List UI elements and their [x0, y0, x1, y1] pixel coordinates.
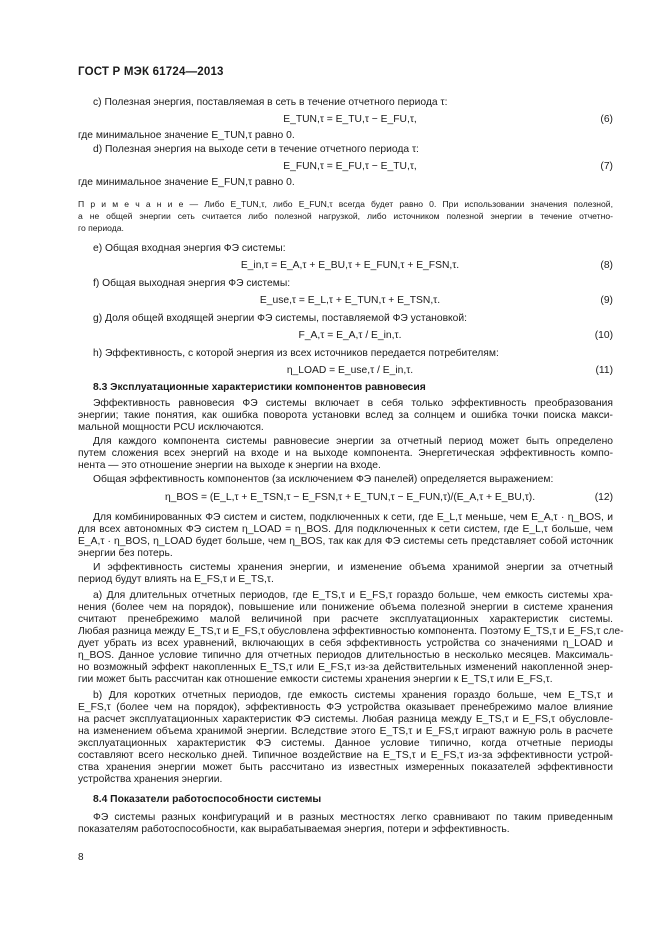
paragraph-line: нента — это отношение энергии на выходе к энергии на входе. [78, 460, 381, 471]
eq-number-7: (7) [600, 161, 613, 172]
formula-8: E_in,τ = E_A,τ + E_BU,τ + E_FUN,τ + E_FSN,τ. [240, 260, 460, 271]
paragraph-line: ФЭ системы разных конфигураций и в разных местностях легко сравнивают по таким приведенным [93, 812, 613, 823]
paragraph-line: нения (более чем на порядок), повышение или понижение объема полезной энергии в системе хранения [78, 602, 613, 613]
item-g: g) Доля общей входящей энергии ФЭ системы, поставляемой ФЭ установкой: [93, 313, 468, 324]
paragraph-line: ства хранения энергии может быть рассчитано из известных измеренных показателей эффективности [78, 762, 613, 773]
paragraph-line: на расчет эксплуатационных характеристик ФЭ системы. Любая разница между E_TS,τ и E_FS,τ обусловле- [78, 714, 613, 725]
paragraph-line: энергии; такие понятия, как ошибка поворота установки вслед за солнцем и ошибка точки поиска макси- [78, 410, 613, 421]
formula-12: η_BOS = (E_L,τ + E_TSN,τ − E_FSN,τ + E_TUN,τ − E_FUN,τ)/(E_A,τ + E_BU,τ). [164, 492, 536, 503]
page-number: 8 [78, 852, 84, 863]
item-d: d) Полезная энергия на выходе сети в течение отчетного периода τ: [93, 144, 419, 155]
paragraph-line: И эффективность системы хранения энергии, и изменение объема хранимой энергии за отчетный [93, 562, 613, 573]
item-c: c) Полезная энергия, поставляемая в сеть в течение отчетного периода τ: [93, 97, 448, 108]
note-line: а не общей энергии сеть считается либо полезной нагрузкой, либо источником полезной энергии в течение отчетно- [78, 211, 613, 221]
text-line: где минимальное значение E_FUN,τ равно 0. [78, 177, 295, 188]
eq-number-8: (8) [600, 260, 613, 271]
document-header: ГОСТ Р МЭК 61724—2013 [78, 66, 224, 78]
eq-number-12: (12) [594, 492, 613, 503]
formula-10: F_A,τ = E_A,τ / E_in,τ. [298, 330, 402, 341]
text-line: где минимальное значение E_TUN,τ равно 0. [78, 130, 295, 141]
paragraph-line: Для комбинированных ФЭ систем и систем, подключенных к сети, где E_L,τ меньше, чем E_A,τ · η_BOS, и [93, 512, 613, 523]
eq-number-11: (11) [595, 365, 613, 376]
paragraph-line: на изменением объема хранимой энергии. Вследствие этого E_TS,τ и E_FS,τ играют важную роль в расчете [78, 726, 613, 737]
item-f: f) Общая выходная энергия ФЭ системы: [93, 278, 291, 289]
formula-7: E_FUN,τ = E_FU,τ − E_TU,τ, [283, 161, 417, 172]
paragraph-line: гии может быть рассчитан как отношение емкости системы хранения энергии к E_TS,τ или E_FS,τ. [78, 674, 553, 685]
paragraph-line: a) Для длительных отчетных периодов, где E_TS,τ и E_FS,τ гораздо больше, чем емкость системы хра- [93, 590, 613, 601]
paragraph-line: показателям работоспособности, как вырабатываемая энергия, потери и эффективность. [78, 824, 510, 835]
note-line: П р и м е ч а н и е — Либо E_TUN,τ, либо E_FUN,τ всегда будет равно 0. При использовании значения полезной, [78, 199, 613, 209]
paragraph-line: E_A,τ · η_BOS, η_LOAD будет больше, чем η_BOS, так как для ФЭ системы сеть представляет собой источник [78, 536, 613, 547]
paragraph-line: Для каждого компонента системы равновесие энергии за отчетный период может быть определено [93, 436, 613, 447]
eq-number-9: (9) [600, 295, 613, 306]
paragraph-line: η_BOS. Данное условие типично для отчетных периодов длительностью в несколько месяцев. Максималь- [78, 650, 613, 661]
paragraph-line: но возможный эффект накопленных E_TS,τ или E_FS,τ из-за действительных изменений накопленной энер- [78, 662, 613, 673]
paragraph-line: Эффективность равновесия ФЭ системы включает в себя только эффективность преобразования [93, 398, 613, 409]
paragraph-line: период будут влиять на E_FS,τ и E_TS,τ. [78, 574, 274, 585]
paragraph-line: E_FS,τ (более чем на порядок), эффективность ФЭ устройства оказывает пренебрежимо малое влияние [78, 702, 613, 713]
paragraph-line: b) Для коротких отчетных периодов, где емкость системы хранения гораздо больше, чем E_TS,τ и [93, 690, 613, 701]
paragraph-line: путем сложения всех энергий на входе и на выходе компонента. Энергетическая эффективность компо- [78, 448, 613, 459]
paragraph-line: Общая эффективность компонентов (за исключением ФЭ панелей) определяется выражением: [93, 474, 554, 485]
section-heading-8-4: 8.4 Показатели работоспособности системы [93, 794, 322, 805]
item-e: e) Общая входная энергия ФЭ системы: [93, 243, 286, 254]
paragraph-line: дует убрать из всех уравнений, включающих в себя эффективность устройства со значениями η_LOAD и [78, 638, 613, 649]
formula-11: η_LOAD = E_use,τ / E_in,τ. [286, 365, 414, 376]
paragraph-line: мальной мощности PCU исключаются. [78, 422, 264, 433]
formula-9: E_use,τ = E_L,τ + E_TUN,τ + E_TSN,τ. [259, 295, 441, 306]
eq-number-6: (6) [600, 114, 613, 125]
note-line: го периода. [78, 223, 124, 233]
paragraph-line: энергии без потерь. [78, 548, 173, 559]
eq-number-10: (10) [594, 330, 613, 341]
paragraph-line: составляют всего несколько дней. Типичное воздействие на E_TS,τ и E_FS,τ из-за эффективности устрой- [78, 750, 613, 761]
section-heading-8-3: 8.3 Эксплуатационные характеристики компонентов равновесия [93, 382, 426, 393]
item-h: h) Эффективность, с которой энергия из всех источников передается потребителям: [93, 348, 499, 359]
paragraph-line: Любая разница между E_TS,τ и E_FS,τ обусловлена эффективностью компонента. Поэтому E_TS,τ и E_FS,τ сле- [78, 626, 624, 637]
paragraph-line: для всех автономных ФЭ систем η_LOAD = η_BOS. Для подключенных к сети систем, где E_L,τ больше, чем [78, 524, 613, 535]
paragraph-line: устройства хранения энергии. [78, 774, 223, 785]
paragraph-line: считают пренебрежимо малой величиной при расчете эксплуатационных характеристик системы. [78, 614, 613, 625]
formula-6: E_TUN,τ = E_TU,τ − E_FU,τ, [283, 114, 417, 125]
paragraph-line: эксплуатационных характеристик ФЭ системы. Данное условие типично, когда отчетные периоды [78, 738, 613, 749]
